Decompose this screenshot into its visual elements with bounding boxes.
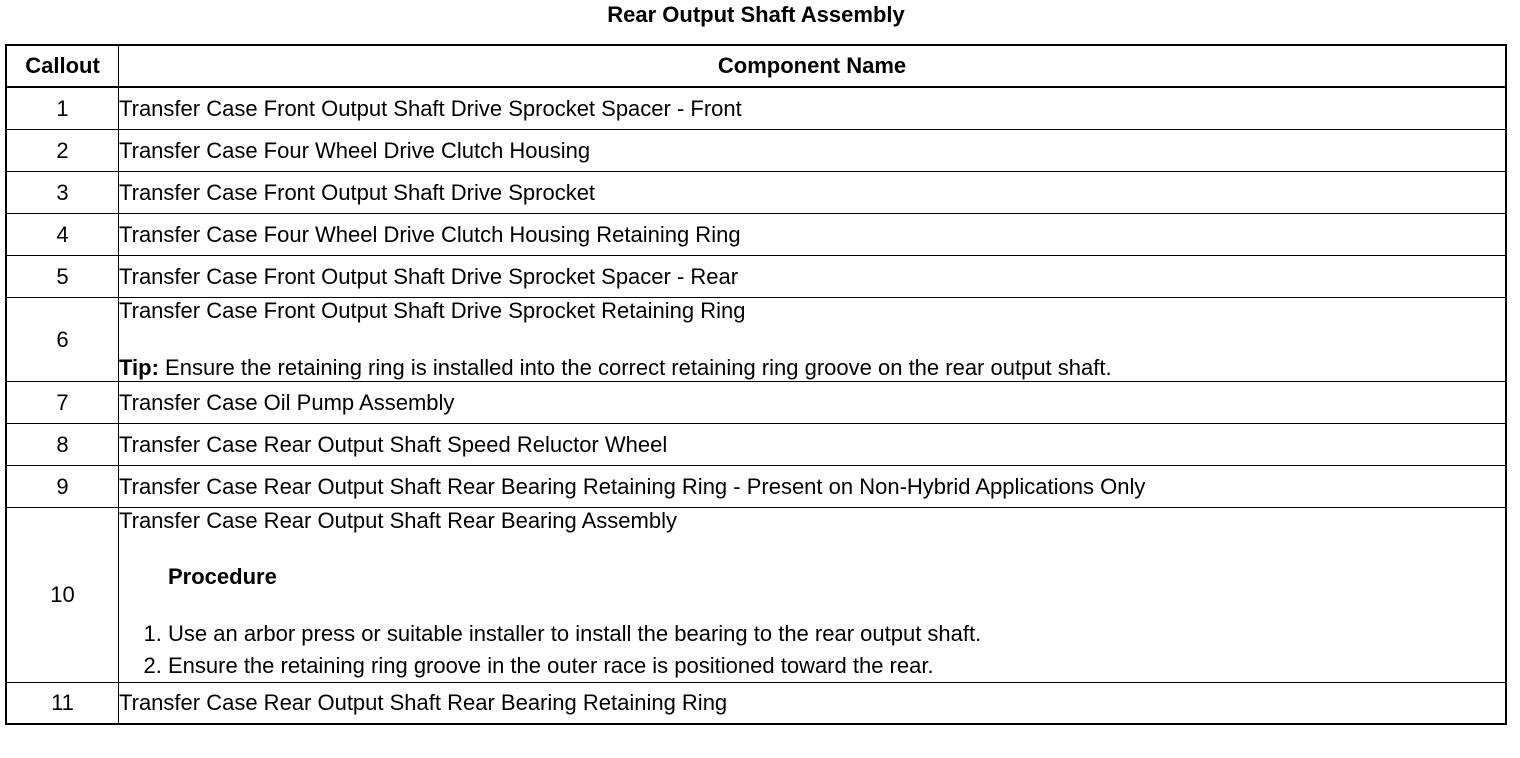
table-row: [6, 683, 1506, 725]
table-row: [6, 298, 1506, 382]
component-name: Transfer Case Rear Output Shaft Rear Bearing Retaining Ring - Present on Non-Hybrid Applications Only: [119, 466, 1507, 508]
tip-text: Ensure the retaining ring is installed into the correct retaining ring groove on the rear output shaft.: [158, 355, 1112, 380]
component-name: Transfer Case Rear Output Shaft Rear Bearing Retaining Ring: [119, 683, 1507, 725]
table-row: [6, 214, 1506, 256]
callout-number: 1: [6, 87, 119, 130]
callout-number: 11: [6, 683, 119, 725]
tip-label: Tip:: [119, 355, 159, 380]
component-name-cell: [119, 298, 1507, 382]
component-name: Transfer Case Four Wheel Drive Clutch Housing: [119, 130, 1507, 172]
procedure-step: 1. Use an arbor press or suitable installer to install the bearing to the rear output shaft.: [168, 618, 1505, 650]
component-name: Transfer Case Rear Output Shaft Speed Reluctor Wheel: [119, 424, 1507, 466]
page-title: Rear Output Shaft Assembly: [607, 2, 905, 27]
callout-number: 10: [6, 508, 119, 683]
table-row: [6, 382, 1506, 424]
callout-number: 2: [6, 130, 119, 172]
procedure-heading: Procedure: [168, 564, 277, 589]
table-header-row: [6, 45, 1506, 87]
table-row: [6, 424, 1506, 466]
callout-number: 8: [6, 424, 119, 466]
component-name: Transfer Case Four Wheel Drive Clutch Housing Retaining Ring: [119, 214, 1507, 256]
table-row: [6, 130, 1506, 172]
component-name: Transfer Case Front Output Shaft Drive Sprocket: [119, 172, 1507, 214]
callout-number: 6: [6, 298, 119, 382]
component-name-cell: [119, 508, 1507, 683]
callout-number: 5: [6, 256, 119, 298]
callout-number: 9: [6, 466, 119, 508]
component-name: Transfer Case Oil Pump Assembly: [119, 382, 1507, 424]
component-name: Transfer Case Front Output Shaft Drive Sprocket Retaining Ring: [119, 298, 746, 323]
callout-number: 3: [6, 172, 119, 214]
callout-number: 7: [6, 382, 119, 424]
callout-column-header: Callout: [6, 45, 119, 87]
components-table: [5, 44, 1507, 725]
tip-note: [119, 355, 1505, 381]
procedure-steps: [119, 618, 1505, 682]
table-row: [6, 256, 1506, 298]
component-name: Transfer Case Front Output Shaft Drive Sprocket Spacer - Rear: [119, 256, 1507, 298]
component-name-column-header: Component Name: [119, 45, 1507, 87]
table-row: [6, 87, 1506, 130]
procedure-step: 2. Ensure the retaining ring groove in the outer race is positioned toward the rear.: [168, 650, 1505, 682]
component-name: Transfer Case Front Output Shaft Drive Sprocket Spacer - Front: [119, 87, 1507, 130]
callout-number: 4: [6, 214, 119, 256]
component-name: Transfer Case Rear Output Shaft Rear Bearing Assembly: [119, 508, 677, 533]
table-row: [6, 508, 1506, 683]
table-row: [6, 172, 1506, 214]
table-row: [6, 466, 1506, 508]
